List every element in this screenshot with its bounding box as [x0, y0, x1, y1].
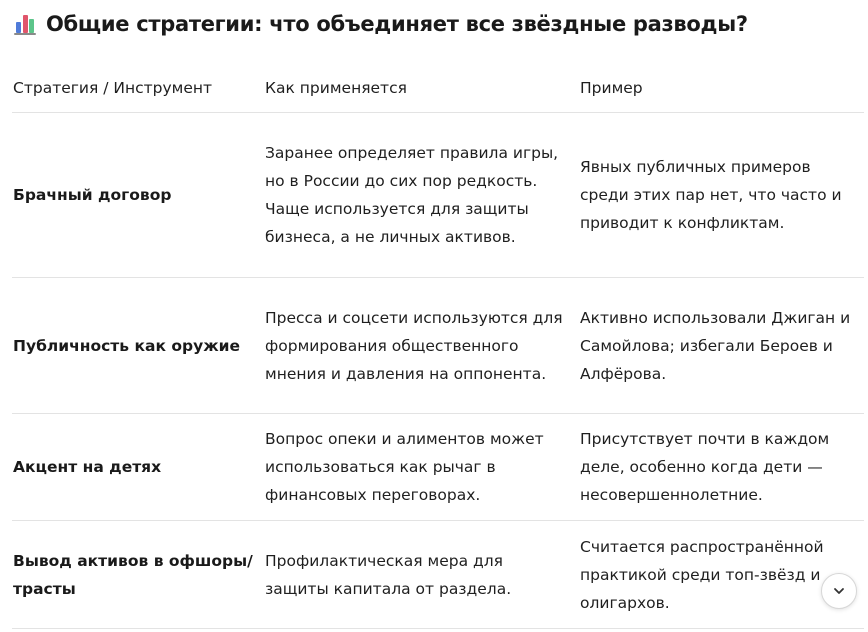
example-cell: Явных публичных примеров среди этих пар нет, что часто и приводит к конфликтам. — [579, 113, 864, 278]
table-row — [12, 113, 864, 278]
example-cell: Считается распространённой практикой среди топ-звёзд и олигархов. — [579, 521, 864, 629]
table-row — [12, 278, 864, 414]
column-header-example: Пример — [579, 64, 864, 113]
strategy-cell: Вывод активов в офшоры/трасты — [12, 521, 264, 629]
how-cell: Профилактическая мера для защиты капитала от раздела. — [264, 521, 579, 629]
strategy-cell: Брачный договор — [12, 113, 264, 278]
how-cell: Заранее определяет правила игры, но в России до сих пор редкость. Чаще используется для защиты бизнеса, а не личных активов. — [264, 113, 579, 278]
how-cell: Вопрос опеки и алиментов может использоваться как рычаг в финансовых переговорах. — [264, 414, 579, 521]
how-cell: Пресса и соцсети используются для формирования общественного мнения и давления на оппонента. — [264, 278, 579, 414]
table-row — [12, 521, 864, 629]
example-cell: Присутствует почти в каждом деле, особенно когда дети — несовершеннолетние. — [579, 414, 864, 521]
strategy-cell: Акцент на детях — [12, 414, 264, 521]
bar-chart-icon — [14, 13, 36, 35]
column-header-strategy: Стратегия / Инструмент — [12, 64, 264, 113]
section-heading — [14, 12, 748, 36]
page-title: Общие стратегии: что объединяет все звёздные разводы? — [46, 12, 748, 36]
table-row — [12, 414, 864, 521]
scroll-down-button[interactable] — [821, 573, 857, 609]
column-header-how: Как применяется — [264, 64, 579, 113]
table-header-row — [12, 64, 864, 113]
strategies-table — [12, 64, 864, 629]
example-cell: Активно использовали Джиган и Самойлова; избегали Бероев и Алфёрова. — [579, 278, 864, 414]
strategy-cell: Публичность как оружие — [12, 278, 264, 414]
chevron-down-icon — [832, 584, 846, 598]
